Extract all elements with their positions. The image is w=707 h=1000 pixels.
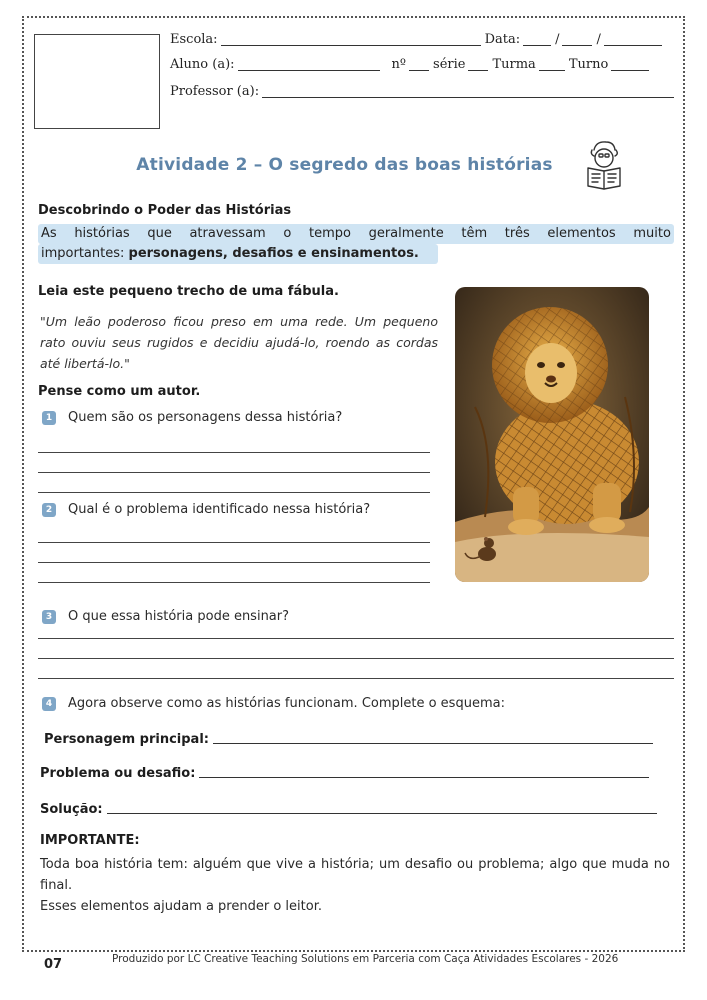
header-row-3 [170,84,678,100]
grade-label: série [433,57,466,72]
date-month-field[interactable] [562,34,592,46]
question-text: Qual é o problema identificado nessa história? [68,502,371,517]
answer-line[interactable] [38,492,430,493]
highlight-word: que [147,226,172,241]
fable-quote: "Um leão poderoso ficou preso em uma rede. Um pequeno rato ouviu seus rugidos e decidiu ajudá-lo, roendo as cordas até libertá-lo." [40,314,438,371]
kid-reading-icon [576,136,632,192]
question-number-badge: 3 [42,610,56,624]
schema-problem [40,766,649,781]
date-year-field[interactable] [604,34,662,46]
class-label: Turma [492,57,536,72]
student-field[interactable] [238,59,380,71]
grade-field[interactable] [468,59,488,71]
schema-label: Solução: [40,802,103,817]
activity-title-text: Atividade 2 – O segredo das boas histórias [136,155,553,175]
shift-label: Turno [568,57,609,72]
schema-solution [40,802,657,817]
highlight-prefix: importantes: [41,246,129,261]
highlight-word: As [41,226,57,241]
question-text: Agora observe como as histórias funcionam. Complete o esquema: [68,696,505,711]
question-number-badge: 2 [42,503,56,517]
answer-line[interactable] [38,452,430,453]
footer-credit: Produzido por LC Creative Teaching Solutions em Parceria com Caça Atividades Escolares - 2026 [112,953,619,965]
teacher-label: Professor (a): [170,84,260,99]
important-heading: IMPORTANTE: [40,833,140,848]
date-day-field[interactable] [523,34,551,46]
highlight-word: três [504,226,530,241]
date-label: Data: [484,32,521,47]
answer-line[interactable] [38,562,430,563]
reading-heading: Leia este pequeno trecho de uma fábula. [38,284,339,299]
highlighted-line-2 [38,244,438,264]
header-row-1 [170,32,666,48]
question-text: O que essa história pode ensinar? [68,609,290,624]
schema-label: Problema ou desafio: [40,766,196,781]
question-1 [42,410,342,425]
class-field[interactable] [539,59,565,71]
main-character-field[interactable] [213,732,653,744]
shift-field[interactable] [611,59,649,71]
question-number-badge: 4 [42,697,56,711]
question-text: Quem são os personagens dessa história? [68,410,343,425]
highlight-word: têm [461,226,488,241]
question-number-badge: 1 [42,411,56,425]
highlight-word: atravessam [189,226,266,241]
date-separator: / [596,32,601,47]
answer-line[interactable] [38,678,674,679]
highlight-word: histórias [74,226,130,241]
think-heading: Pense como um autor. [38,384,201,399]
highlight-word: elementos [547,226,616,241]
highlight-word: tempo [308,226,351,241]
question-3 [42,609,289,624]
section-heading: Descobrindo o Poder das Histórias [38,203,292,218]
answer-line[interactable] [38,658,674,659]
answer-line[interactable] [38,638,674,639]
schema-main-character [44,732,653,747]
highlighted-line-1 [38,224,674,244]
highlight-word: o [283,226,292,241]
answer-line[interactable] [38,542,430,543]
header-row-2 [170,57,653,73]
date-separator: / [555,32,560,47]
highlighted-paragraph [38,224,674,266]
question-2 [42,502,370,517]
school-label: Escola: [170,32,218,47]
number-field[interactable] [409,59,429,71]
schema-label: Personagem principal: [44,732,209,747]
page-number: 07 [44,957,63,972]
solution-field[interactable] [107,802,657,814]
student-label: Aluno (a): [170,57,235,72]
lion-in-net-illustration [455,287,649,582]
important-text-2: Esses elementos ajudam a prender o leitor. [40,899,322,914]
important-text [40,854,670,917]
number-label: nº [391,57,407,72]
highlight-bold-text: personagens, desafios e ensinamentos. [128,246,419,261]
problem-field[interactable] [199,766,649,778]
school-field[interactable] [221,34,481,46]
highlight-word: muito [633,226,671,241]
answer-line[interactable] [38,582,430,583]
highlight-word: geralmente [368,226,444,241]
important-text-1: Toda boa história tem: alguém que vive a história; um desafio ou problema; algo que muda no final. [40,857,670,893]
photo-box [34,34,160,129]
answer-line[interactable] [38,472,430,473]
question-4 [42,696,505,711]
teacher-field[interactable] [262,86,674,98]
